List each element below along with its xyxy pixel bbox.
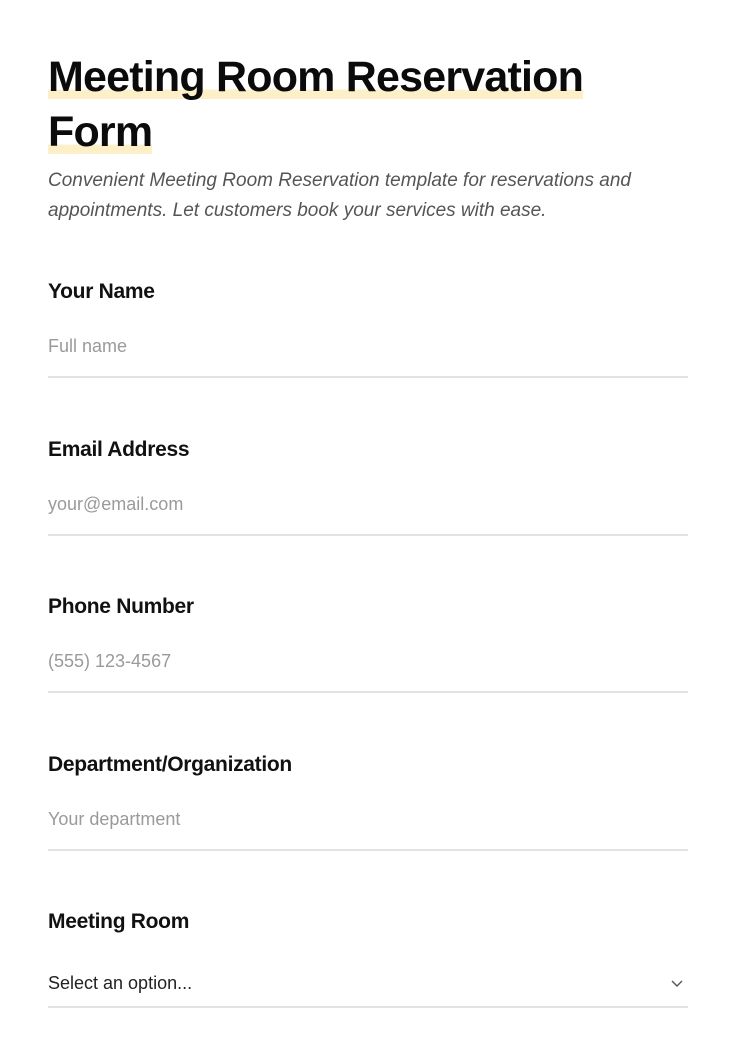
field-label: Email Address xyxy=(48,438,190,461)
field-label: Your Name xyxy=(48,280,155,303)
phone-input[interactable] xyxy=(48,645,688,693)
page-subtitle: Convenient Meeting Room Reservation template for reservations and appointments. Let customers book your services with ease. xyxy=(48,170,631,221)
field-label: Meeting Room xyxy=(48,910,190,933)
department-input[interactable] xyxy=(48,803,688,851)
chevron-down-icon xyxy=(670,976,684,990)
name-input[interactable] xyxy=(48,330,688,378)
form-header xyxy=(48,50,688,226)
email-input[interactable] xyxy=(48,488,688,536)
meeting-room-select[interactable] xyxy=(48,960,688,1008)
field-department xyxy=(48,754,688,884)
field-label: Phone Number xyxy=(48,595,194,618)
field-label: Department/Organization xyxy=(48,753,292,776)
field-your-name xyxy=(48,281,688,411)
field-email xyxy=(48,439,688,569)
field-meeting-room xyxy=(48,911,688,1041)
page-title: Meeting Room Reservation Form xyxy=(48,53,584,156)
field-phone xyxy=(48,596,688,726)
select-value: Select an option... xyxy=(48,972,193,993)
